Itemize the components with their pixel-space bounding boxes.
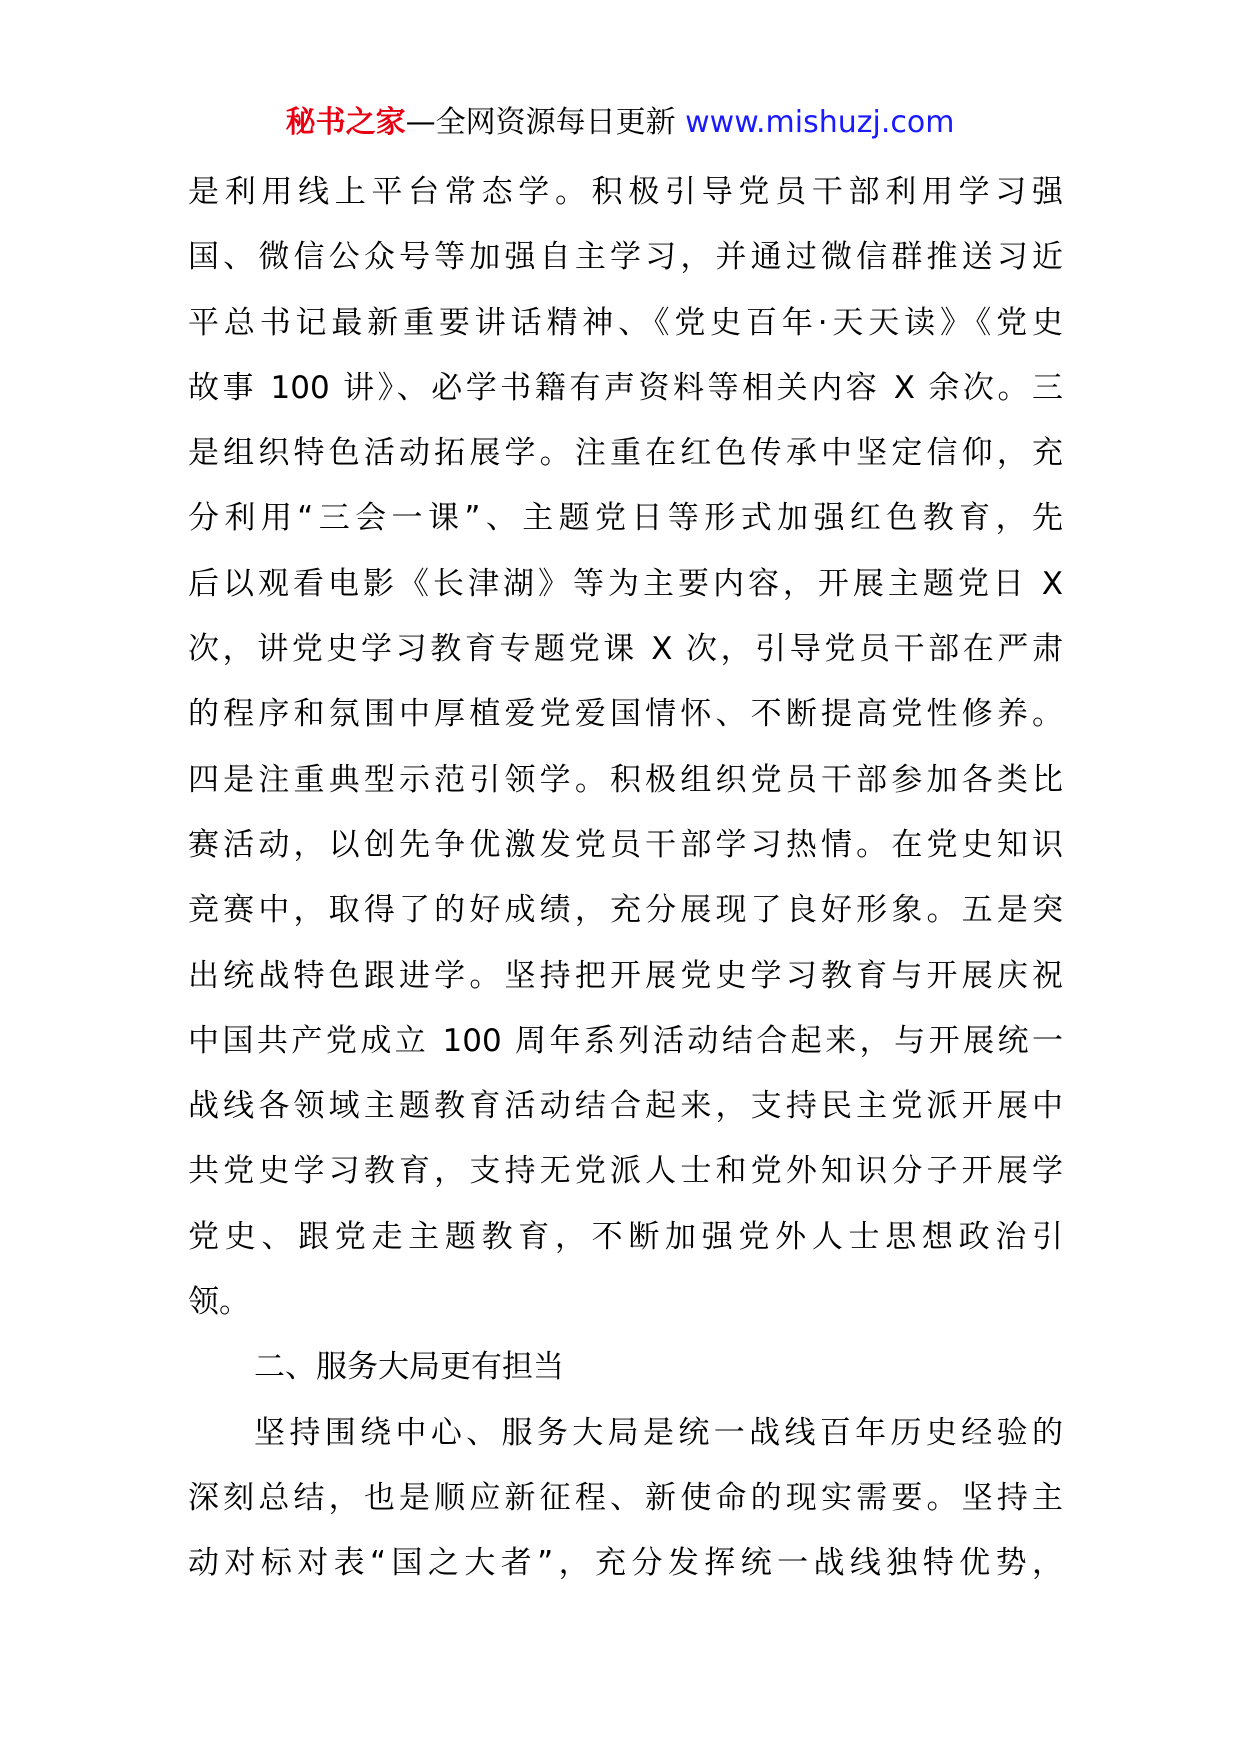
text-line: 平总书记最新重要讲话精神、《党史百年·天天读》《党史	[188, 304, 1063, 341]
text-line: 次，讲党史学习教育专题党课 X 次，引导党员干部在严肃	[188, 631, 1063, 668]
site-tagline: —全网资源每日更新	[405, 105, 686, 140]
text-line: 党史、跟党走主题教育，不断加强党外人士思想政治引	[188, 1218, 1063, 1255]
text-line: 战线各领域主题教育活动结合起来，支持民主党派开展中	[188, 1088, 1063, 1125]
section-heading: 二、服务大局更有担当	[254, 1349, 564, 1386]
text-line: 的程序和氛围中厚植爱党爱国情怀、不断提高党性修养。	[188, 696, 1063, 733]
site-url[interactable]: www.mishuzj.com	[685, 105, 955, 140]
text-line: 领。	[188, 1284, 250, 1321]
document-body	[188, 160, 1063, 1597]
text-line: 动对标对表“国之大者”，充分发挥统一战线独特优势，	[188, 1545, 1063, 1582]
text-line: 深刻总结，也是顺应新征程、新使命的现实需要。坚持主	[188, 1479, 1063, 1516]
site-brand: 秘书之家	[285, 105, 406, 140]
text-line: 中国共产党成立 100 周年系列活动结合起来，与开展统一	[188, 1022, 1063, 1059]
text-line: 坚持围绕中心、服务大局是统一战线百年历史经验的	[254, 1414, 1063, 1451]
text-line: 竞赛中，取得了的好成绩，充分展现了良好形象。五是突	[188, 892, 1063, 929]
text-line: 赛活动，以创先争优激发党员干部学习热情。在党史知识	[188, 826, 1063, 863]
text-line: 故事 100 讲》、必学书籍有声资料等相关内容 X 余次。三	[188, 369, 1063, 406]
text-line: 出统战特色跟进学。坚持把开展党史学习教育与开展庆祝	[188, 957, 1063, 994]
text-line: 后以观看电影《长津湖》等为主要内容，开展主题党日 X	[188, 565, 1063, 602]
site-header	[0, 103, 1240, 143]
text-line: 是利用线上平台常态学。积极引导党员干部利用学习强	[188, 174, 1063, 210]
text-line: 是组织特色活动拓展学。注重在红色传承中坚定信仰，充	[188, 435, 1063, 472]
text-line: 共党史学习教育，支持无党派人士和党外知识分子开展学	[188, 1153, 1063, 1190]
text-line: 四是注重典型示范引领学。积极组织党员干部参加各类比	[188, 761, 1063, 798]
text-line: 分利用“三会一课”、主题党日等形式加强红色教育，先	[188, 500, 1063, 537]
text-line: 国、微信公众号等加强自主学习，并通过微信群推送习近	[188, 239, 1063, 276]
